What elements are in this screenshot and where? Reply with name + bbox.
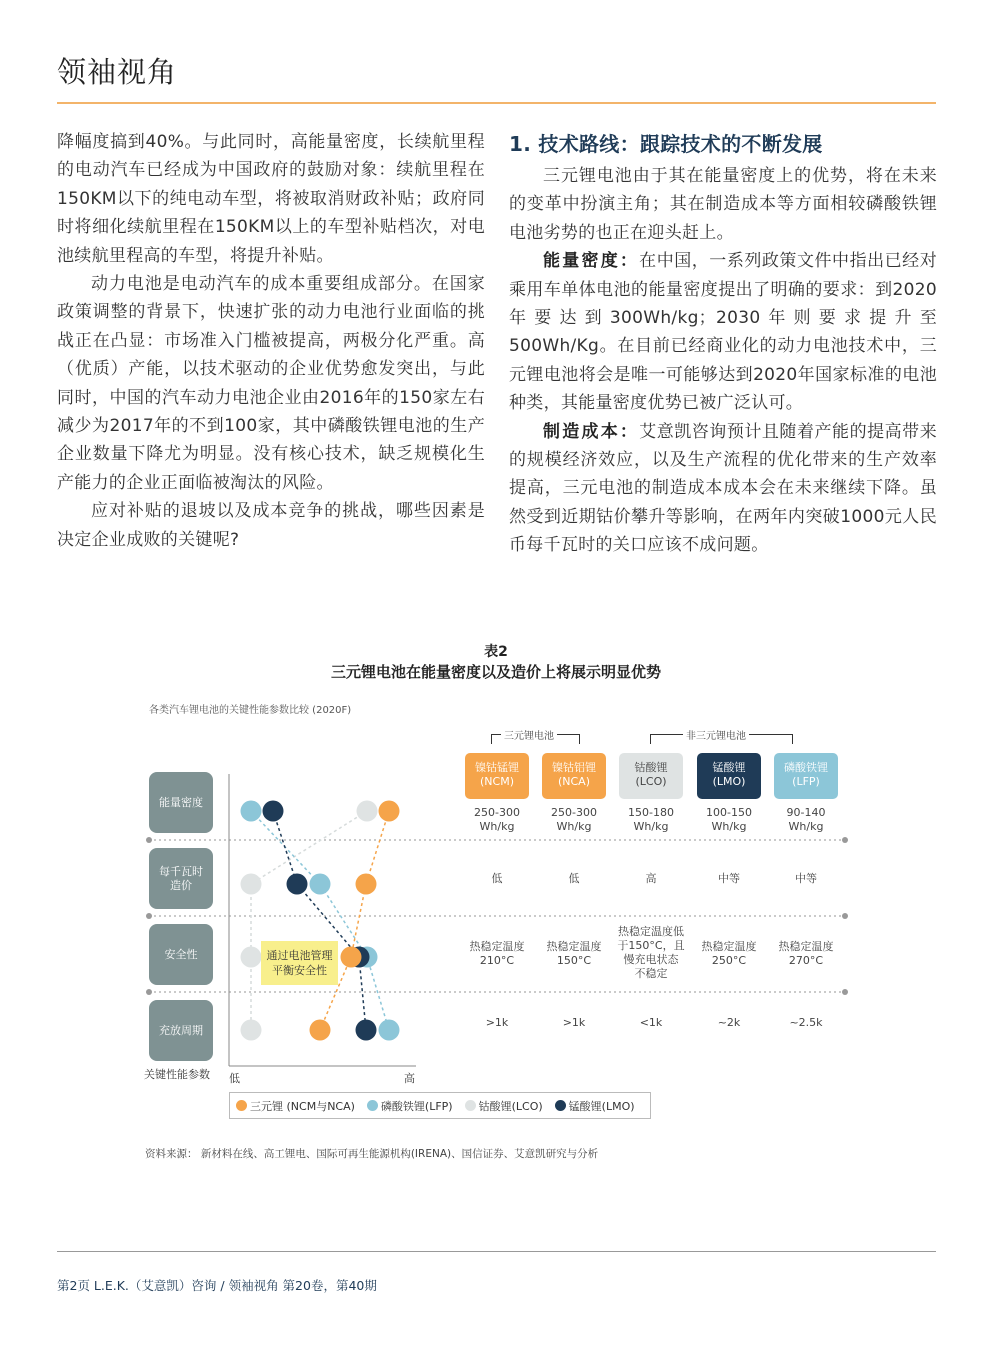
figure-subtitle: 各类汽车锂电池的关键性能参数比较 (2020F) (149, 705, 352, 716)
row-label-text: 安全性 (164, 947, 198, 961)
legend (229, 1092, 651, 1119)
ternary-group-label: 三元锂电池 (501, 727, 557, 742)
row-label-text: 充放周期 (159, 1023, 203, 1037)
right-paragraph-1: 三元锂电池由于其在能量密度上的优势，将在未来的变革中扮演主角；其在制造成本等方面相较磷酸铁锂电池劣势的也正在迎头赶上。 (509, 166, 937, 243)
page-footer: 第2页 L.E.K.（艾意凯）咨询 / 领袖视角 第20卷，第40期 (57, 1278, 377, 1293)
table-cell: >1k (485, 1016, 509, 1029)
manufacturing-cost-lead: 制造成本： (543, 421, 640, 442)
section-number: 1. (509, 132, 532, 156)
table-cell: 中等 (718, 872, 740, 885)
table-cell: 150-180 Wh/kg (628, 806, 674, 833)
legend-label: 锰酸锂(LMO) (568, 1099, 635, 1113)
table-cell: 高 (645, 872, 657, 885)
dot-ter (356, 874, 377, 895)
row-divider-end (842, 837, 848, 843)
table-cell: ~2k (717, 1016, 741, 1029)
row-divider-end (146, 989, 152, 995)
chemistry-abbr: (NCM) (480, 775, 514, 788)
manufacturing-cost-text: 艾意凯咨询预计且随着产能的提高带来的规模经济效应，以及生产流程的优化带来的生产效率提高，三元电池的制造成本成本会在未来继续下降。虽然受到近期钴价攀升等影响，在两年内突破1000元人民币每千瓦时的关口应该不成问题。 (509, 421, 937, 556)
figure-source: 资料来源： 新材料在线、高工锂电、国际可再生能源机构(IRENA)、国信证券、艾意凯研究与分析 (145, 1148, 599, 1160)
energy-density-lead: 能量密度： (543, 251, 640, 272)
dot-lco (241, 874, 262, 895)
table-cell: <1k (639, 1016, 663, 1029)
row-divider-end (146, 913, 152, 919)
figure-number: 表2 (484, 644, 508, 660)
table-cell: 热稳定温度低 于150°C，且 慢充电状态 不稳定 (617, 925, 685, 980)
table-cell: 中等 (795, 872, 817, 885)
legend-item-2 (465, 1098, 543, 1114)
energy-density-text: 在中国，一系列政策文件中指出已经对乘用车单体电池的能量密度提出了明确的要求：到2020年要达到300Wh/kg；2030年则要求提升至500Wh/Kg。在目前已经商业化的动力电池技术中，三元锂电池将会是唯一可能够达到2020年国家标准的电池种类，其能量密度优势已被广泛认可。 (509, 251, 937, 414)
table-cell: 热稳定温度 150°C (546, 940, 602, 967)
legend-item-1 (367, 1098, 453, 1114)
left-paragraph-3: 应对补贴的退坡以及成本竞争的挑战，哪些因素是决定企业成败的关键呢? (57, 501, 485, 550)
row-divider-end (146, 837, 152, 843)
dot-ter (341, 947, 362, 968)
dot-lfp (379, 1020, 400, 1041)
axis-high-label: 高 (404, 1072, 415, 1085)
dot-lfp (310, 874, 331, 895)
legend-label: 钴酸锂(LCO) (478, 1099, 543, 1113)
connector-lmo (273, 811, 366, 1030)
table-cell: 热稳定温度 250°C (701, 940, 757, 967)
table-cell: 250-300 Wh/kg (551, 806, 597, 833)
dot-lco (241, 947, 262, 968)
table-cell: 热稳定温度 270°C (778, 940, 834, 967)
chemistry-name: 磷酸铁锂 (784, 761, 828, 774)
dot-lmo (287, 874, 308, 895)
left-paragraph-2: 动力电池是电动汽车的成本重要组成部分。在国家政策调整的背景下，快速扩张的动力电池行业面临的挑战正在凸显：市场准入门槛被提高，两极分化严重。高（优质）产能，以技术驱动的企业优势愈发突出，与此同时，中国的汽车动力电池企业由2016年的150家左右减少为2017年的不到100家，其中磷酸铁锂电池的生产企业数量下降尤为明显。没有核心技术，缺乏规模化生产能力的企业正面临被淘汰的风险。 (57, 274, 485, 493)
dot-lmo (356, 1020, 377, 1041)
section-heading-text: 技术路线：跟踪技术的不断发展 (538, 132, 823, 156)
row-divider-end (842, 913, 848, 919)
table-cell: 低 (491, 872, 503, 885)
row-label-text: 能量密度 (159, 795, 203, 809)
axis-low-label: 低 (229, 1072, 240, 1085)
connector-lco (251, 811, 367, 1030)
dot-lco (241, 1020, 262, 1041)
table-cell: ~2.5k (789, 1016, 823, 1029)
chemistry-abbr: (LFP) (792, 775, 820, 788)
connector-lfp (251, 811, 389, 1030)
legend-item-0 (236, 1098, 355, 1114)
bms-callout (261, 941, 338, 985)
dot-lco (357, 801, 378, 822)
table-cell: 热稳定温度 210°C (469, 940, 525, 967)
chemistry-abbr: (LCO) (635, 775, 667, 788)
legend-dot-icon (236, 1100, 247, 1111)
table-cell: 250-300 Wh/kg (474, 806, 520, 833)
chemistry-name: 镍钴锰锂 (475, 761, 519, 774)
legend-dot-icon (555, 1100, 566, 1111)
legend-label: 磷酸铁锂(LFP) (380, 1099, 453, 1113)
figure-title: 三元锂电池在能量密度以及造价上将展示明显优势 (330, 663, 661, 681)
chemistry-name: 镍钴铝锂 (552, 761, 596, 774)
legend-label: 三元锂 (NCM与NCA) (250, 1099, 355, 1113)
chemistry-abbr: (LMO) (712, 775, 746, 788)
table-cell: 100-150 Wh/kg (706, 806, 752, 833)
left-paragraph-1: 降幅度搞到40%。与此同时，高能量密度，长续航里程的电动汽车已经成为中国政府的鼓励对象：续航里程在150KM以下的纯电动车型，将被取消财政补贴；政府同时将细化续航里程在150KM以上的车型补贴档次，对电池续航里程高的车型，将提升补贴。 (57, 132, 485, 266)
bms-callout-text: 通过电池管理 平衡安全性 (266, 949, 333, 977)
dot-lmo (263, 801, 284, 822)
row-label-text: 每千瓦时 造价 (159, 864, 203, 892)
legend-item-3 (555, 1098, 635, 1114)
chemistry-abbr: (NCA) (557, 775, 591, 788)
table-cell: 低 (568, 872, 580, 885)
dot-ter (379, 801, 400, 822)
non-ternary-group-label: 非三元锂电池 (683, 727, 749, 742)
legend-dot-icon (367, 1100, 378, 1111)
page-title: 领袖视角 (57, 55, 178, 89)
dot-lfp (241, 801, 262, 822)
axis-title: 关键性能参数 (144, 1068, 210, 1081)
row-divider-end (842, 989, 848, 995)
chemistry-name: 锰酸锂 (712, 761, 746, 774)
legend-dot-icon (465, 1100, 476, 1111)
dot-ter (310, 1020, 331, 1041)
table-cell: 90-140 Wh/kg (786, 806, 826, 833)
chemistry-name: 钴酸锂 (634, 761, 668, 774)
footer-divider (57, 1251, 936, 1252)
table-cell: >1k (562, 1016, 586, 1029)
